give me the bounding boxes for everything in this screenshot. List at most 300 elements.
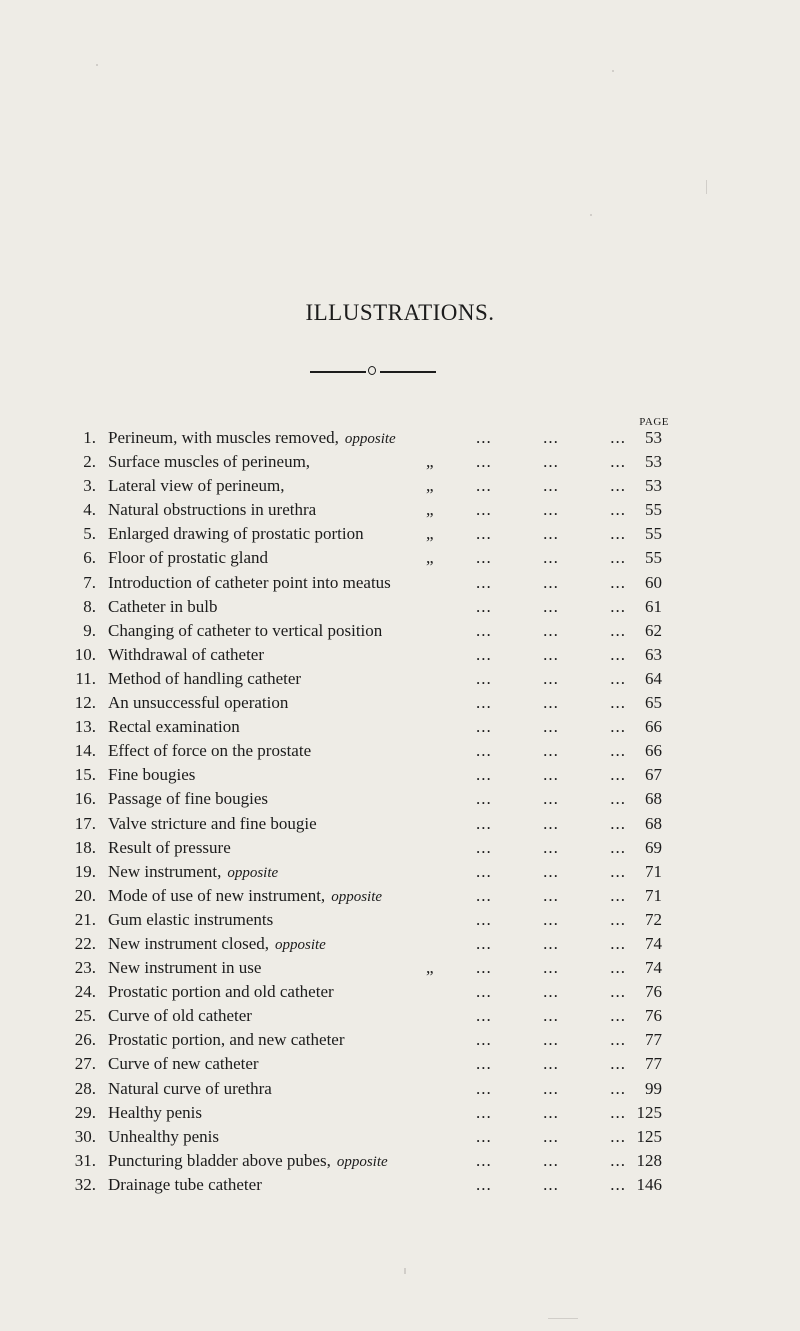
entry-title — [108, 1173, 262, 1197]
leader-dots: ... — [476, 1102, 492, 1122]
entry-title — [108, 426, 396, 451]
entry-title-text: Natural curve of urethra — [108, 1078, 272, 1098]
entry-page-number: 66 — [645, 741, 662, 761]
dot-leader — [476, 908, 626, 932]
entry-page-number: 53 — [645, 428, 662, 447]
entry-title-text: Curve of old catheter — [108, 1006, 252, 1026]
leader-dots: ... — [610, 693, 626, 713]
leader-dots: ... — [610, 596, 626, 616]
entry-page-number: 65 — [645, 693, 662, 713]
dot-leader — [476, 571, 626, 595]
leader-dots: ... — [543, 1078, 559, 1098]
dot-leader — [476, 884, 626, 908]
entry-number: 24. — [74, 982, 96, 1002]
dot-leader — [476, 956, 626, 980]
leader-dots: ... — [476, 1078, 492, 1098]
leader-dots: ... — [610, 885, 626, 905]
dot-leader — [476, 1052, 626, 1076]
entry-number: 14. — [74, 741, 96, 761]
entry-page-number: 55 — [645, 548, 662, 568]
list-item — [66, 426, 672, 450]
leader-dots: ... — [476, 452, 492, 472]
leader-dots: ... — [543, 1174, 559, 1194]
entry-title-text: Curve of new catheter — [108, 1054, 259, 1074]
entry-page-number: 61 — [645, 596, 662, 616]
entry-title-text: Drainage tube catheter — [108, 1174, 262, 1194]
dot-leader — [476, 715, 626, 739]
dot-leader — [476, 1125, 626, 1149]
leader-dots: ... — [610, 933, 626, 953]
leader-dots: ... — [476, 1150, 492, 1170]
leader-dots: ... — [543, 813, 559, 833]
illustrations-list — [66, 426, 672, 1197]
leader-dots: ... — [476, 476, 492, 496]
leader-dots: ... — [610, 620, 626, 640]
entry-number: 10. — [74, 644, 96, 664]
leader-dots: ... — [476, 572, 492, 592]
entry-note: „ — [426, 476, 434, 496]
ornamental-rule — [310, 366, 436, 378]
leader-dots: ... — [543, 982, 559, 1002]
leader-dots: ... — [476, 813, 492, 833]
leader-dots: ... — [543, 1126, 559, 1146]
entry-title-text: Unhealthy penis — [108, 1126, 219, 1146]
entry-title-text: Fine bougies — [108, 765, 196, 785]
entry-page-number: 63 — [645, 644, 662, 664]
leader-dots: ... — [543, 861, 559, 881]
leader-dots: ... — [543, 909, 559, 929]
paper-speck — [706, 180, 707, 194]
entry-page-number: 71 — [645, 861, 662, 881]
list-item — [66, 715, 672, 739]
list-item — [66, 691, 672, 715]
leader-dots: ... — [610, 982, 626, 1002]
entry-page-number: 125 — [636, 1102, 662, 1122]
entry-page-number: 55 — [645, 500, 662, 520]
dot-leader — [476, 763, 626, 787]
entry-page-number: 77 — [645, 1054, 662, 1074]
list-item — [66, 908, 672, 932]
entry-note: opposite — [336, 1153, 388, 1170]
entry-number: 23. — [74, 958, 96, 978]
list-item — [66, 474, 672, 498]
leader-dots: ... — [610, 1126, 626, 1146]
leader-dots: ... — [476, 982, 492, 1002]
leader-dots: ... — [543, 885, 559, 905]
rule-ring-icon — [368, 366, 376, 375]
entry-page-number: 128 — [636, 1150, 662, 1170]
entry-page-number: 76 — [645, 982, 662, 1002]
entry-title — [108, 522, 434, 546]
entry-page-number: 66 — [645, 717, 662, 737]
entry-title — [108, 763, 195, 787]
entry-title-text: An unsuccessful operation — [108, 693, 289, 713]
entry-page-number: 67 — [645, 765, 662, 785]
leader-dots: ... — [543, 572, 559, 592]
dot-leader — [476, 1028, 626, 1052]
list-item — [66, 571, 672, 595]
dot-leader — [476, 980, 626, 1004]
leader-dots: ... — [610, 1078, 626, 1098]
entry-number: 9. — [83, 620, 96, 640]
entry-note: opposite — [275, 936, 326, 953]
entry-title — [108, 1004, 252, 1028]
paper-speck — [612, 70, 614, 72]
entry-number: 8. — [83, 596, 96, 616]
entry-page-number: 77 — [645, 1030, 662, 1050]
dot-leader — [476, 860, 626, 884]
leader-dots: ... — [610, 668, 626, 688]
dot-leader — [476, 522, 626, 546]
leader-dots: ... — [476, 765, 492, 785]
rule-line-left — [310, 371, 366, 373]
entry-number: 11. — [75, 668, 96, 688]
entry-title — [108, 836, 231, 860]
leader-dots: ... — [543, 644, 559, 664]
dot-leader — [476, 1004, 626, 1028]
paper-speck — [590, 214, 592, 216]
leader-dots: ... — [610, 476, 626, 496]
leader-dots: ... — [543, 765, 559, 785]
leader-dots: ... — [543, 1054, 559, 1074]
list-item — [66, 619, 672, 643]
leader-dots: ... — [610, 1006, 626, 1026]
entry-number: 19. — [74, 861, 96, 881]
leader-dots: ... — [476, 668, 492, 688]
list-item — [66, 812, 672, 836]
dot-leader — [476, 619, 626, 643]
entry-number: 20. — [74, 885, 96, 905]
list-item — [66, 498, 672, 522]
entry-title — [108, 571, 391, 595]
list-item — [66, 739, 672, 763]
entry-note: opposite — [344, 431, 396, 447]
leader-dots: ... — [610, 1174, 626, 1194]
leader-dots: ... — [476, 548, 492, 568]
leader-dots: ... — [476, 717, 492, 737]
paper-speck — [548, 1318, 578, 1319]
entry-title-text: Prostatic portion, and new catheter — [108, 1030, 345, 1050]
entry-number: 7. — [83, 572, 96, 592]
leader-dots: ... — [543, 428, 559, 447]
entry-title-text: Introduction of catheter point into meatus — [108, 572, 391, 592]
entry-number: 31. — [74, 1150, 96, 1170]
dot-leader — [476, 426, 626, 450]
leader-dots: ... — [543, 476, 559, 496]
leader-dots: ... — [610, 524, 626, 544]
list-item — [66, 1101, 672, 1125]
entry-number: 30. — [74, 1126, 96, 1146]
list-item — [66, 1004, 672, 1028]
entry-note: „ — [426, 958, 434, 978]
entry-number: 4. — [83, 500, 96, 520]
entry-page-number: 146 — [636, 1174, 662, 1194]
list-item — [66, 860, 672, 884]
dot-leader — [476, 691, 626, 715]
leader-dots: ... — [543, 789, 559, 809]
entry-page-number: 69 — [645, 837, 662, 857]
entry-title-text: Changing of catheter to vertical position — [108, 620, 383, 640]
leader-dots: ... — [476, 596, 492, 616]
dot-leader — [476, 836, 626, 860]
leader-dots: ... — [476, 837, 492, 857]
dot-leader — [476, 1077, 626, 1101]
list-item — [66, 980, 672, 1004]
paper-speck — [404, 1268, 406, 1274]
entry-page-number: 74 — [645, 933, 662, 953]
entry-title — [108, 643, 264, 667]
entry-number: 1. — [83, 428, 96, 447]
leader-dots: ... — [610, 1054, 626, 1074]
leader-dots: ... — [476, 524, 492, 544]
dot-leader — [476, 1173, 626, 1197]
entry-title-text: Natural obstructions in urethra — [108, 500, 317, 520]
entry-page-number: 68 — [645, 813, 662, 833]
entry-number: 28. — [74, 1078, 96, 1098]
entry-number: 6. — [83, 548, 96, 568]
entry-title-text: Catheter in bulb — [108, 596, 218, 616]
dot-leader — [476, 546, 626, 570]
leader-dots: ... — [543, 717, 559, 737]
list-item — [66, 932, 672, 956]
list-item — [66, 787, 672, 811]
entry-title-text: New instrument closed, — [108, 933, 269, 953]
list-item — [66, 763, 672, 787]
leader-dots: ... — [476, 1030, 492, 1050]
list-item — [66, 1125, 672, 1149]
entry-number: 15. — [74, 765, 96, 785]
entry-page-number: 74 — [645, 958, 662, 978]
entry-number: 2. — [83, 452, 96, 472]
entry-title-text: Gum elastic instruments — [108, 909, 274, 929]
entry-note: „ — [426, 452, 434, 472]
leader-dots: ... — [610, 644, 626, 664]
entry-number: 5. — [83, 524, 96, 544]
leader-dots: ... — [543, 524, 559, 544]
list-item — [66, 643, 672, 667]
entry-title — [108, 1149, 388, 1174]
entry-note: „ — [426, 500, 434, 520]
leader-dots: ... — [476, 1006, 492, 1026]
entry-page-number: 55 — [645, 524, 662, 544]
entry-title-text: Enlarged drawing of prostatic portion — [108, 524, 364, 544]
entry-note: opposite — [331, 888, 383, 905]
entry-title — [108, 1101, 202, 1125]
entry-number: 18. — [74, 837, 96, 857]
leader-dots: ... — [543, 1030, 559, 1050]
entry-title — [108, 498, 434, 522]
entry-page-number: 76 — [645, 1006, 662, 1026]
entry-page-number: 53 — [645, 476, 662, 496]
leader-dots: ... — [610, 452, 626, 472]
entry-number: 25. — [74, 1006, 96, 1026]
leader-dots: ... — [476, 1054, 492, 1074]
entry-title-text: Prostatic portion and old catheter — [108, 982, 334, 1002]
leader-dots: ... — [543, 620, 559, 640]
entry-title — [108, 956, 434, 980]
leader-dots: ... — [476, 1126, 492, 1146]
dot-leader — [476, 812, 626, 836]
entry-title — [108, 1052, 259, 1076]
entry-title — [108, 884, 382, 909]
list-item — [66, 1077, 672, 1101]
leader-dots: ... — [610, 1102, 626, 1122]
entry-page-number: 64 — [645, 668, 662, 688]
leader-dots: ... — [610, 717, 626, 737]
entry-title — [108, 691, 288, 715]
leader-dots: ... — [476, 500, 492, 520]
leader-dots: ... — [610, 789, 626, 809]
entry-note: „ — [426, 548, 434, 568]
entry-page-number: 60 — [645, 572, 662, 592]
entry-title — [108, 450, 434, 474]
entry-title-text: Lateral view of perineum, — [108, 476, 285, 496]
list-item — [66, 836, 672, 860]
leader-dots: ... — [476, 644, 492, 664]
entry-title — [108, 980, 334, 1004]
leader-dots: ... — [476, 885, 492, 905]
leader-dots: ... — [543, 668, 559, 688]
entry-note: opposite — [227, 864, 279, 881]
entry-title — [108, 1077, 272, 1101]
entry-title-text: Puncturing bladder above pubes, — [108, 1150, 331, 1170]
entry-title — [108, 1125, 219, 1149]
leader-dots: ... — [610, 741, 626, 761]
list-item — [66, 522, 672, 546]
leader-dots: ... — [476, 861, 492, 881]
leader-dots: ... — [543, 500, 559, 520]
list-item — [66, 546, 672, 570]
leader-dots: ... — [476, 933, 492, 953]
leader-dots: ... — [543, 837, 559, 857]
leader-dots: ... — [476, 789, 492, 809]
list-item — [66, 1028, 672, 1052]
dot-leader — [476, 1149, 626, 1173]
entry-number: 26. — [74, 1030, 96, 1050]
page-column-header: PAGE — [639, 416, 669, 428]
entry-number: 16. — [74, 789, 96, 809]
entry-title-text: Perineum, with muscles removed, — [108, 428, 339, 447]
entry-number: 32. — [74, 1174, 96, 1194]
entry-title — [108, 619, 382, 643]
dot-leader — [476, 932, 626, 956]
entry-title — [108, 932, 326, 957]
leader-dots: ... — [610, 548, 626, 568]
entry-title-text: Passage of fine bougies — [108, 789, 269, 809]
entry-number: 21. — [74, 909, 96, 929]
dot-leader — [476, 498, 626, 522]
entry-title — [108, 739, 311, 763]
leader-dots: ... — [543, 1150, 559, 1170]
dot-leader — [476, 450, 626, 474]
entry-title — [108, 595, 218, 619]
leader-dots: ... — [610, 813, 626, 833]
entry-title — [108, 860, 278, 885]
leader-dots: ... — [476, 693, 492, 713]
list-item — [66, 595, 672, 619]
leader-dots: ... — [610, 861, 626, 881]
entry-title — [108, 474, 434, 498]
entry-title — [108, 667, 301, 691]
leader-dots: ... — [476, 909, 492, 929]
leader-dots: ... — [610, 837, 626, 857]
entry-title — [108, 1028, 345, 1052]
dot-leader — [476, 667, 626, 691]
entry-title — [108, 908, 273, 932]
entry-title-text: Rectal examination — [108, 717, 240, 737]
entry-number: 29. — [74, 1102, 96, 1122]
entry-title-text: Result of pressure — [108, 837, 231, 857]
dot-leader — [476, 595, 626, 619]
list-item — [66, 667, 672, 691]
entry-number: 13. — [74, 717, 96, 737]
list-item — [66, 1052, 672, 1076]
entry-page-number: 125 — [636, 1126, 662, 1146]
leader-dots: ... — [543, 548, 559, 568]
leader-dots: ... — [610, 428, 626, 447]
leader-dots: ... — [610, 1150, 626, 1170]
entry-number: 3. — [83, 476, 96, 496]
dot-leader — [476, 474, 626, 498]
leader-dots: ... — [476, 741, 492, 761]
leader-dots: ... — [543, 933, 559, 953]
leader-dots: ... — [610, 572, 626, 592]
entry-title-text: Withdrawal of catheter — [108, 644, 265, 664]
paper-speck — [96, 64, 98, 66]
leader-dots: ... — [610, 958, 626, 978]
entry-title-text: Mode of use of new instrument, — [108, 885, 326, 905]
entry-page-number: 72 — [645, 909, 662, 929]
entry-number: 22. — [74, 933, 96, 953]
entry-title — [108, 546, 434, 570]
leader-dots: ... — [543, 1102, 559, 1122]
list-item — [66, 1149, 672, 1173]
leader-dots: ... — [476, 958, 492, 978]
leader-dots: ... — [610, 500, 626, 520]
entry-title-text: Floor of prostatic gland — [108, 548, 269, 568]
leader-dots: ... — [543, 741, 559, 761]
dot-leader — [476, 739, 626, 763]
dot-leader — [476, 643, 626, 667]
entry-number: 17. — [74, 813, 96, 833]
page-title: ILLUSTRATIONS. — [305, 300, 495, 325]
entry-page-number: 68 — [645, 789, 662, 809]
list-item — [66, 1173, 672, 1197]
entry-title-text: Effect of force on the prostate — [108, 741, 312, 761]
dot-leader — [476, 1101, 626, 1125]
entry-number: 27. — [74, 1054, 96, 1074]
leader-dots: ... — [543, 1006, 559, 1026]
entry-title-text: New instrument, — [108, 861, 222, 881]
list-item — [66, 450, 672, 474]
leader-dots: ... — [476, 1174, 492, 1194]
entry-page-number: 99 — [645, 1078, 662, 1098]
entry-title-text: Healthy penis — [108, 1102, 202, 1122]
entry-title — [108, 812, 317, 836]
entry-title-text: Surface muscles of perineum, — [108, 452, 311, 472]
leader-dots: ... — [543, 958, 559, 978]
leader-dots: ... — [476, 428, 492, 447]
entry-number: 12. — [74, 693, 96, 713]
list-item — [66, 956, 672, 980]
leader-dots: ... — [476, 620, 492, 640]
list-item — [66, 884, 672, 908]
entry-page-number: 71 — [645, 885, 662, 905]
entry-page-number: 53 — [645, 452, 662, 472]
entry-title — [108, 715, 240, 739]
entry-title-text: Method of handling catheter — [108, 668, 302, 688]
dot-leader — [476, 787, 626, 811]
